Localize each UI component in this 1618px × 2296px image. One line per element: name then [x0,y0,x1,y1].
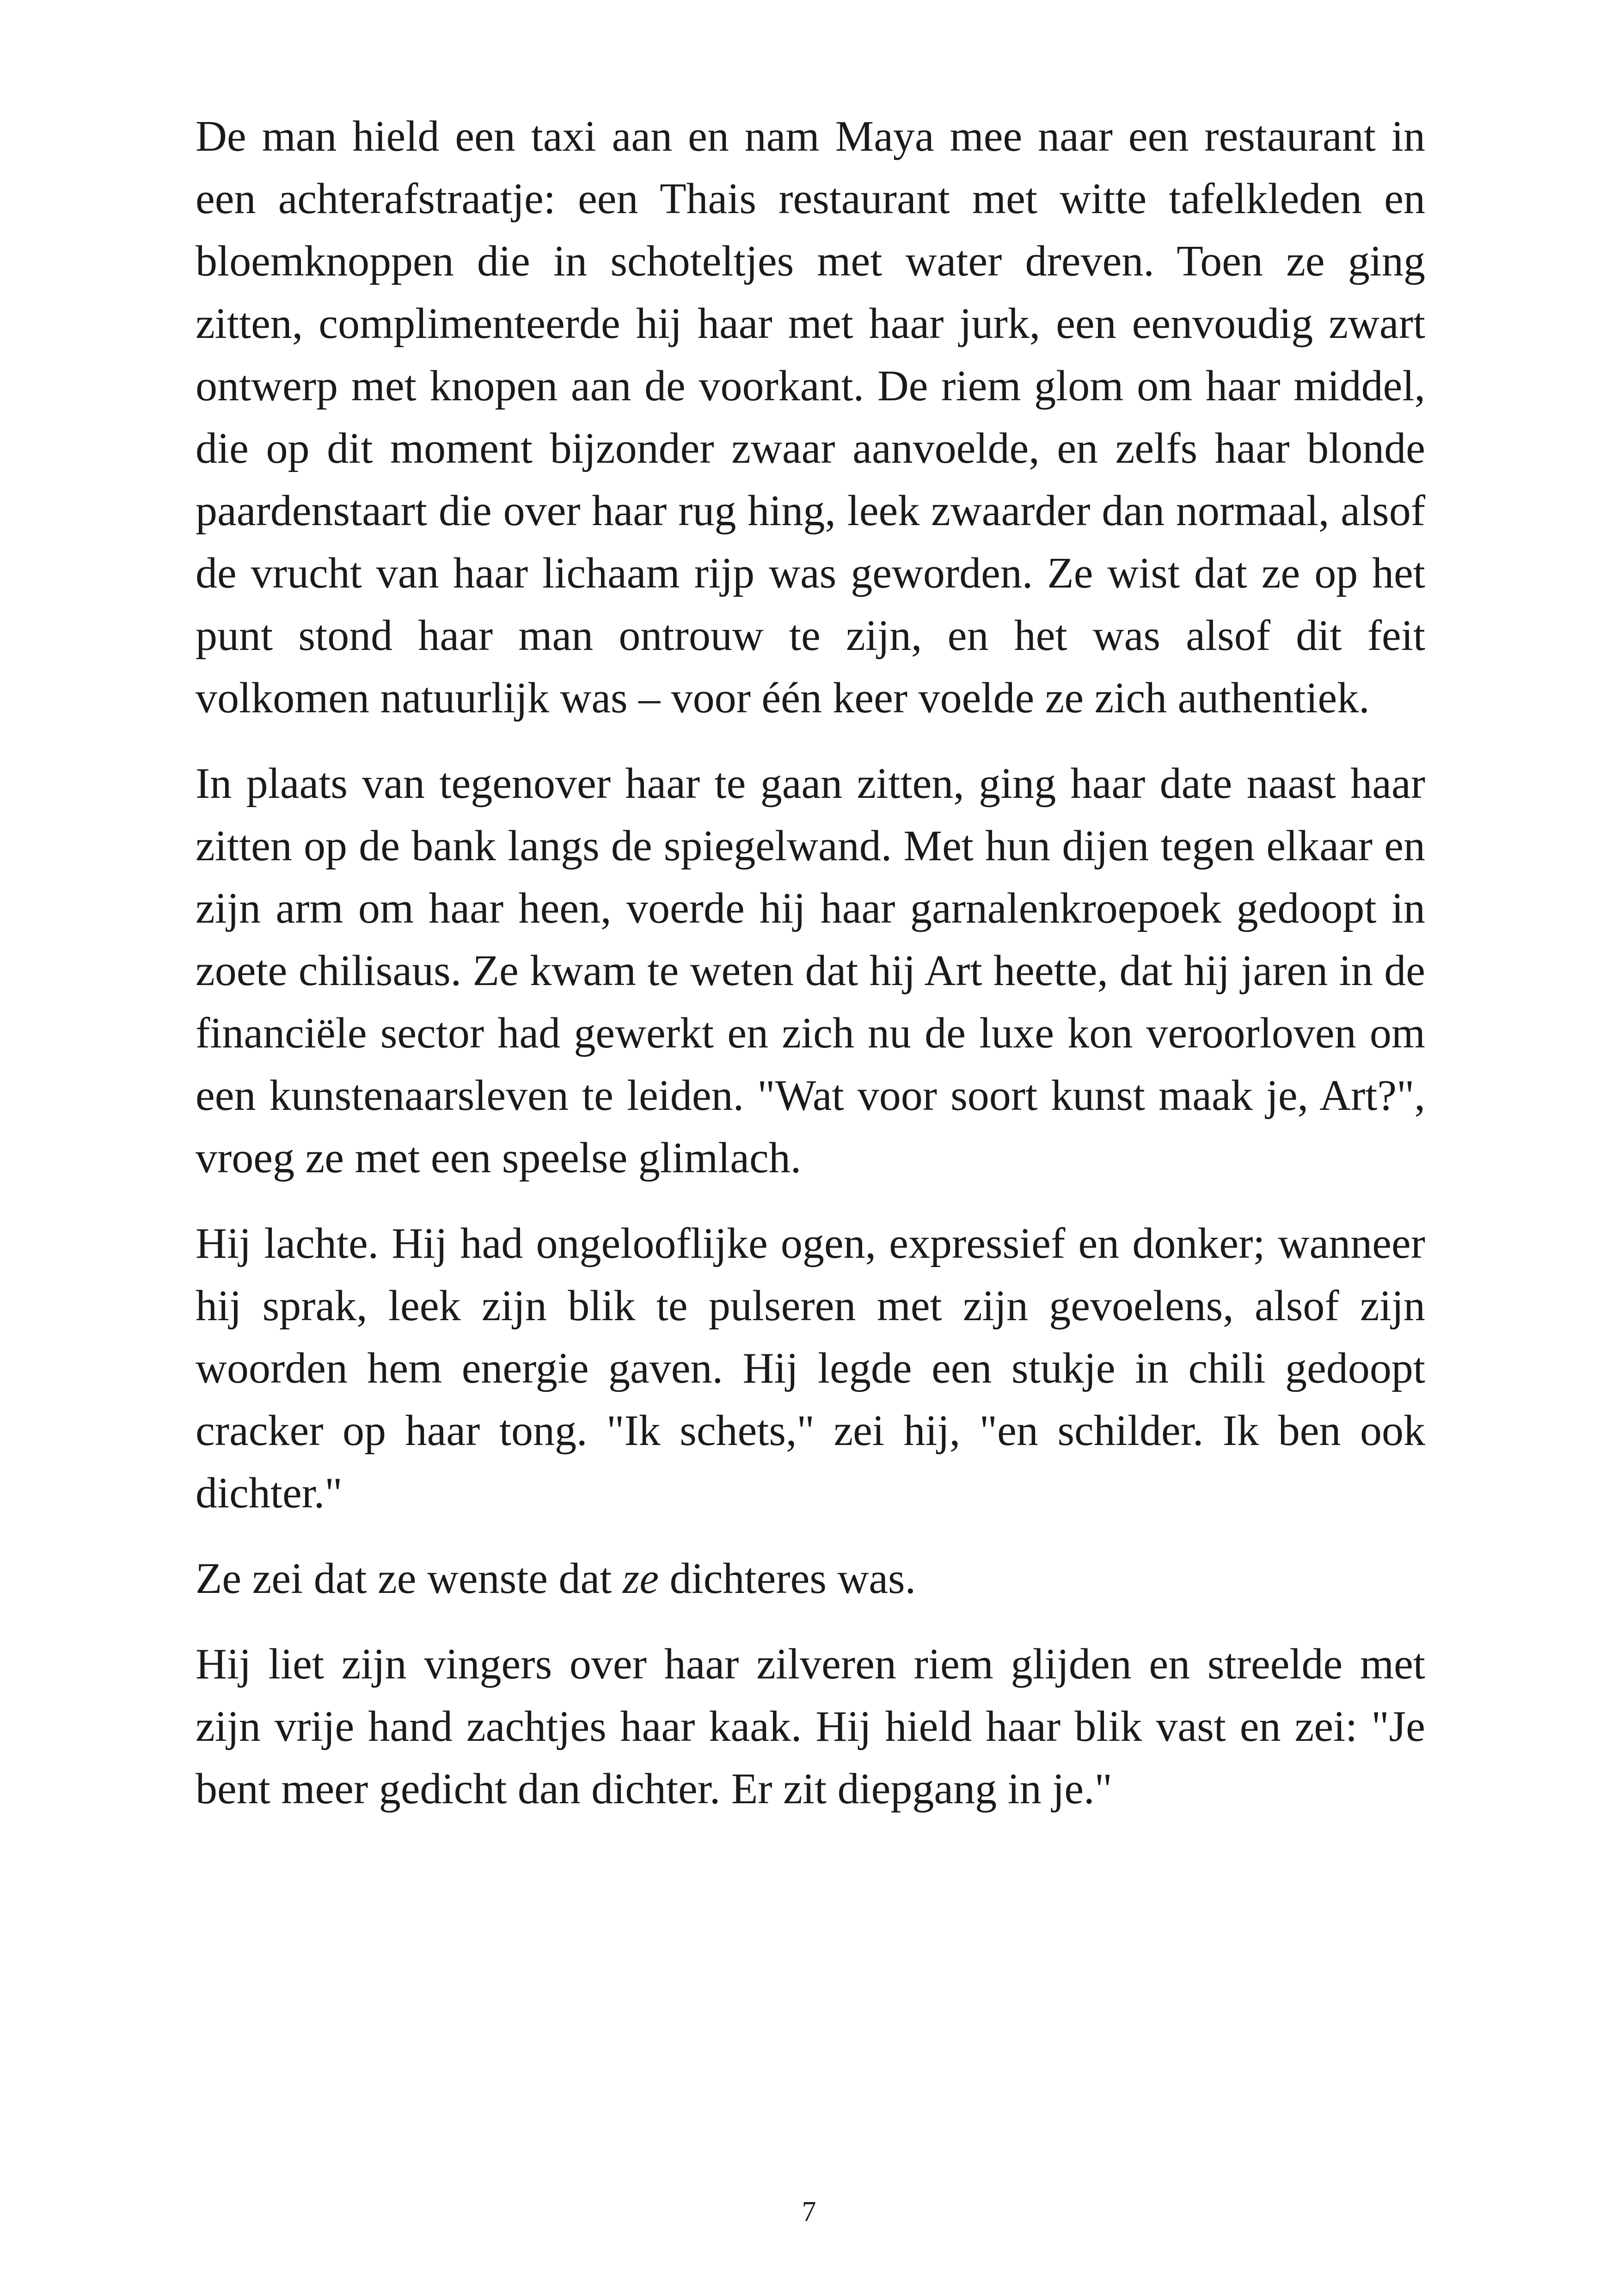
page-body [196,105,1425,1843]
paragraph-3: Hij lachte. Hij had ongelooflijke ogen, expressief en donker; wanneer hij sprak, leek zijn blik te pulseren met zijn gevoelens, alsof zijn woorden hem energie gaven. Hij legde een stukje in chili gedoopt cracker op haar tong. "Ik schets," zei hij, "en schilder. Ik ben ook dichter." [196,1219,1425,1517]
paragraph-4-after: dichteres was. [659,1555,916,1603]
paragraph-2: In plaats van tegenover haar te gaan zitten, ging haar date naast haar zitten op de bank langs de spiegelwand. Met hun dijen tegen elkaar en zijn arm om haar heen, voerde hij haar garnalenkroepoek gedoopt in zoete chilisaus. Ze kwam te weten dat hij Art heette, dat hij jaren in de financiële sector had gewerkt en zich nu de luxe kon veroorloven om een kunstenaarsleven te leiden. "Wat voor soort kunst maak je, Art?", vroeg ze met een speelse glimlach. [196,759,1425,1182]
paragraph-1: De man hield een taxi aan en nam Maya mee naar een restaurant in een achterafstraatje: een Thais restaurant met witte tafelkleden en bloemknoppen die in schoteltjes met water dreven. Toen ze ging zitten, complimenteerde hij haar met haar jurk, een eenvoudig zwart ontwerp met knopen aan de voorkant. De riem glom om haar middel, die op dit moment bijzonder zwaar aanvoelde, en zelfs haar blonde paardenstaart die over haar rug hing, leek zwaarder dan normaal, alsof de vrucht van haar lichaam rijp was geworden. Ze wist dat ze op het punt stond haar man ontrouw te zijn, en het was alsof dit feit volkomen natuurlijk was – voor één keer voelde ze zich authentiek. [196,112,1425,722]
paragraph-4-emphasis: ze [622,1555,659,1603]
paragraph-4 [196,1548,1425,1610]
page-number: 7 [802,2196,816,2228]
paragraph-4-before: Ze zei dat ze wenste dat [196,1555,623,1603]
paragraph-5: Hij liet zijn vingers over haar zilveren riem glijden en streelde met zijn vrije hand zachtjes haar kaak. Hij hield haar blik vast en zei: "Je bent meer gedicht dan dichter. Er zit diepgang in je." [196,1640,1425,1813]
